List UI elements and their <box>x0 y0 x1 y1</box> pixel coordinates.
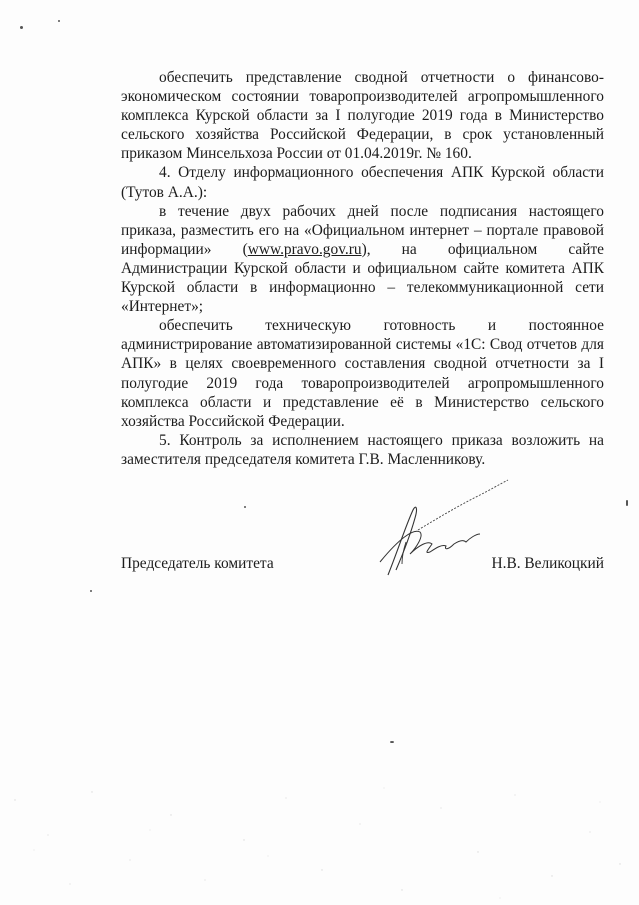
publication-text-before: в течение двух рабочих дней после подписания настоящего приказа, разместить его на «Официальном интернет – портале правовой информации» ( <box>121 202 604 258</box>
document-body <box>121 68 604 469</box>
scan-noise <box>0 780 639 905</box>
paragraph-item-4: 4. Отделу информационного обеспечения АПК Курской области (Тутов А.А.): <box>121 164 604 201</box>
paragraph-reporting: обеспечить представление сводной отчетности о финансово-экономическом состоянии товаропроизводителей агропромышленного комплекса Курской области за I полугодие 2019 года в Министерство сельского хозяйства Российской Федерации, в срок установленный приказом Минсельхоза России от 01.04.2019г. № 160. <box>121 69 604 163</box>
paragraph-item-5: 5. Контроль за исполнением настоящего приказа возложить на заместителя председателя комитета Г.В. Масленникову. <box>121 431 604 468</box>
signatory-name: Н.В. Великоцкий <box>491 555 604 572</box>
handwritten-signature <box>358 470 518 585</box>
scan-speck <box>58 20 60 22</box>
scan-speck <box>90 590 92 592</box>
paragraph-administration: обеспечить техническую готовность и постоянное администрирование автоматизированной системы «1С: Свод отчетов для АПК» в целях своевременного составления сводной отчетности за I полугодие 2019 года товаропроизводителей агропромышленного комплекса области и представление её в Министерство сельского хозяйства Российской Федерации. <box>121 317 604 430</box>
publication-text-after: ), на официальном сайте Администрации Курской области и официальном сайте комитета АПК Курской области в информационно – телекоммуникационной сети «Интернет»; <box>121 240 604 316</box>
scan-speck <box>390 741 394 743</box>
scan-speck <box>20 26 23 29</box>
scan-speck <box>626 500 628 506</box>
paragraph-publication <box>121 202 604 317</box>
pravo-gov-link[interactable]: www.pravo.gov.ru <box>247 240 362 258</box>
signatory-position: Председатель комитета <box>121 555 274 572</box>
scan-speck <box>244 506 246 508</box>
